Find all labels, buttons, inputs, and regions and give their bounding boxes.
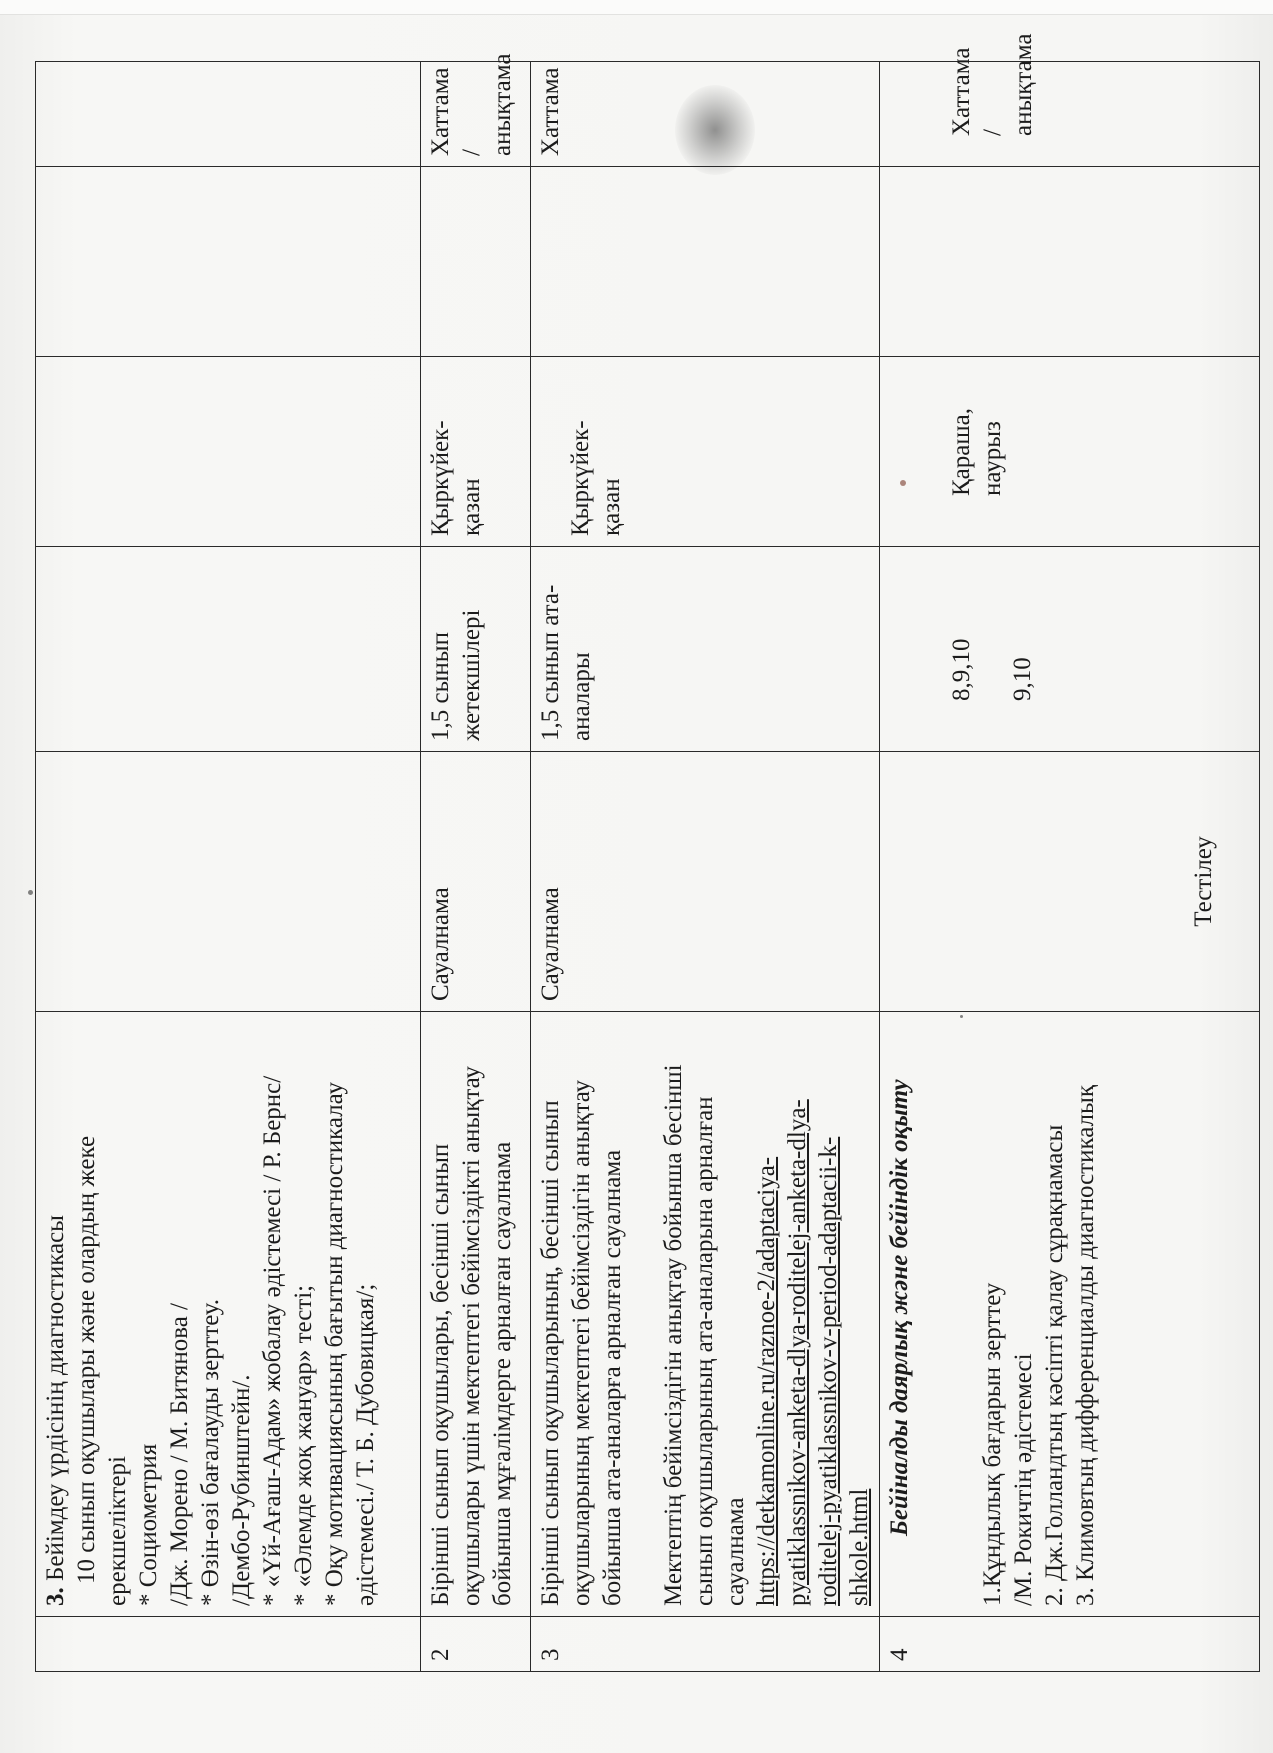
result-line: /анықтама [458, 53, 516, 156]
who-line: жетекшілері [458, 609, 485, 741]
content-cell [36, 1012, 421, 1617]
responsible-cell [880, 167, 1260, 357]
when-line: Қыркүйек- [427, 420, 454, 536]
when-cell [531, 357, 880, 547]
speck-mark [28, 890, 33, 895]
content-line: * Социометрия [135, 1443, 162, 1606]
form-cell: Сауалнама [531, 752, 880, 1012]
heading-number: 3. [42, 1587, 69, 1606]
when-line: қазан [598, 478, 625, 536]
row-number-cell: 3 [531, 1617, 880, 1672]
when-line: наурыз [979, 421, 1006, 496]
content-line: 3. Климовтың дифференциалды диагностикалық [1072, 1085, 1099, 1606]
content-line: * «Әлемде жоқ жануар» тесті; [290, 1284, 317, 1606]
who-line: 9,10 [1009, 657, 1036, 701]
form-cell [36, 752, 421, 1012]
content-line: * «Үй-Ағаш-Адам» жобалау әдістемесі / Р. Бернс/ [259, 1075, 286, 1606]
content-line: бойынша ата-аналарға арналған сауалнама [599, 1149, 626, 1606]
content-line: 1.Құндылық бағдарын зерттеу [979, 1282, 1006, 1606]
content-line: * Оқу мотивациясының бағытын диагностикалау [321, 1082, 348, 1606]
responsible-cell [531, 167, 880, 357]
when-line: Қыркүйек- [567, 420, 594, 536]
content-cell [421, 1012, 531, 1617]
survey-link-line[interactable]: roditelej-pyatiklassnikov-v-period-adaptacii-k- [815, 1136, 842, 1606]
when-cell [421, 357, 531, 547]
who-cell [880, 547, 1260, 752]
result-cell [36, 62, 421, 167]
spacer [884, 72, 946, 156]
spacer [884, 367, 946, 536]
content-line: сынып оқушыларының ата-аналарына арналған [691, 1096, 718, 1606]
content-line: оқушыларының мектептегі бейімсіздігін анықтау [568, 1079, 595, 1606]
content-line: /Дембо-Рубинштейн/. [228, 1374, 255, 1606]
responsible-cell [421, 167, 531, 357]
content-line: 2. Дж.Голландтың кәсіпті қалау сұрақнамасы [1041, 1124, 1068, 1606]
survey-link-line[interactable]: pyatiklassnikov-anketa-dlya-roditelej-anketa-dlya- [784, 1099, 811, 1606]
content-line: Бірінші сынып оқушыларының, бесінші сынып [537, 1100, 564, 1606]
spacer [535, 367, 565, 536]
who-line: аналары [568, 652, 595, 741]
spacer [628, 1022, 658, 1606]
content-line: 10 сынып оқушылары және олардың жеке [73, 1135, 100, 1584]
table-row [421, 62, 531, 1672]
table-row [880, 62, 1260, 1672]
when-line: қазан [458, 478, 485, 536]
result-line: /анықтама [979, 33, 1037, 136]
table-row [36, 62, 421, 1672]
content-line: бойынша мұғалімдерге арналған сауалнама [489, 1141, 516, 1606]
row-number-cell [36, 1617, 421, 1672]
content-line: ерекшеліктері [104, 1456, 131, 1606]
spacer [884, 557, 946, 741]
content-cell [531, 1012, 880, 1617]
content-cell [880, 1012, 1260, 1617]
content-line: сауалнама [722, 1497, 749, 1606]
when-cell [36, 357, 421, 547]
result-cell [421, 53, 531, 167]
section-heading: Бейіналды даярлық және бейіндік оқыту [886, 1079, 913, 1536]
result-cell [880, 33, 1260, 167]
who-line: 1,5 сынып ата- [537, 584, 564, 741]
content-line: Мектептің бейімсіздігін анықтау бойынша бесінші [660, 1064, 687, 1606]
rotated-table-container [35, 33, 1240, 1672]
form-cell: Сауалнама [421, 752, 531, 1012]
when-cell [880, 357, 1260, 547]
who-line: 8,9,10 [948, 638, 975, 701]
scan-top-edge [0, 0, 1273, 15]
section-heading [40, 1022, 71, 1606]
spacer [977, 557, 1007, 741]
table-row [531, 62, 880, 1672]
heading-text: Бейімдеу үрдісінің диагностикасы [42, 1215, 69, 1588]
who-line: 1,5 сынып [427, 632, 454, 741]
content-line: оқушылары үшін мектептегі бейімсіздікті анықтау [458, 1066, 485, 1606]
content-line: әдістемесі./ Т. Б. Дубовицкая/; [352, 1283, 379, 1606]
content-line: /Дж. Морено / М. Битянова / [166, 1302, 193, 1606]
result-line: Хаттама [427, 67, 454, 156]
when-line: Қараша, [948, 408, 975, 496]
form-cell: Тестілеу [880, 752, 1260, 1012]
result-cell [531, 62, 880, 167]
result-line: Хаттама [948, 47, 975, 136]
row-number-cell: 2 [421, 1617, 531, 1672]
row-number-cell: 4 [880, 1617, 1260, 1672]
survey-link-line[interactable]: https://detkamonline.ru/raznoe-2/adaptaciya- [753, 1156, 780, 1606]
plan-table [35, 33, 1260, 1672]
result-line: Хаттама [537, 67, 564, 156]
survey-link-line[interactable]: shkole.html [846, 1488, 873, 1606]
spacer [915, 1022, 977, 1606]
who-cell [421, 547, 531, 752]
content-line: /М. Рокичтің әдістемесі [1010, 1353, 1037, 1606]
content-line: * Өзін-өзі бағалауды зерттеу. [197, 1299, 224, 1606]
who-cell [36, 547, 421, 752]
who-cell [531, 547, 880, 752]
responsible-cell [36, 167, 421, 357]
content-line: Бірінші сынып оқушылары, бесінші сынып [427, 1143, 454, 1606]
